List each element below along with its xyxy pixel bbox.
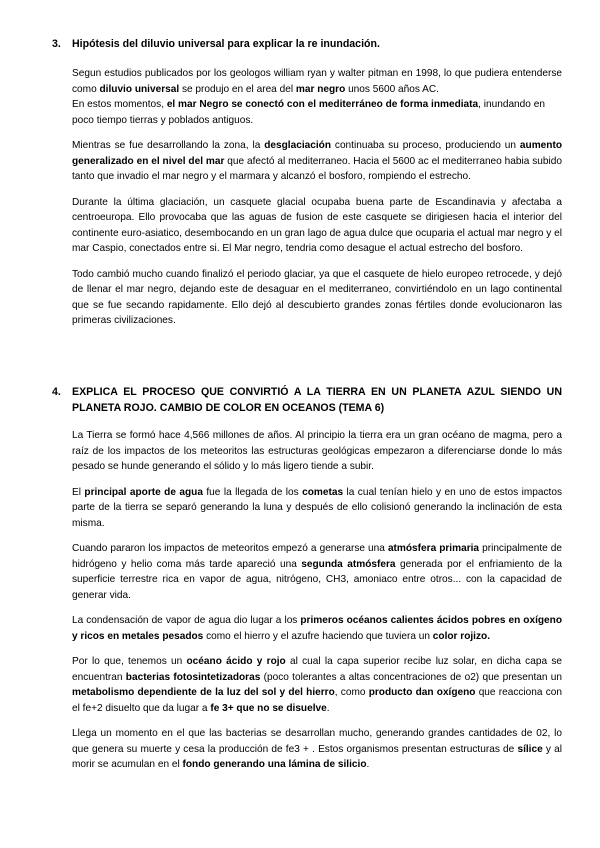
text-run: unos 5600 años AC. bbox=[345, 83, 439, 95]
text-run: Llega un momento en el que las bacterias se desarrollan mucho, generando grandes cantidades de 02, lo que genera su muerte y cesa la producción de fe3 + . Estos organismos presentan estructuras de bbox=[72, 728, 562, 755]
text-run: generada por el enfriamiento de la superficie terrestre rica en vapor de agua, nitrógeno, CH3, amoniaco entre otros... con la capacidad de generar vida. bbox=[72, 558, 562, 601]
text-run: . bbox=[326, 702, 330, 714]
bold-text-run: primeros océanos calientes ácidos pobres en oxígeno y ricos en metales pesados bbox=[72, 615, 563, 642]
text-run: Segun estudios publicados por los geologos william ryan y walter pitman en 1998, lo que pudiera entenderse como bbox=[72, 68, 562, 95]
text-run: La condensación de vapor de agua dio lugar a los bbox=[72, 615, 301, 626]
section-3-paragraph-2 bbox=[52, 97, 562, 128]
section-3-paragraph-4 bbox=[52, 195, 562, 257]
section-4-paragraph-1 bbox=[52, 428, 562, 475]
bold-text-run: desglaciación bbox=[264, 140, 331, 151]
text-run: que afectó al mediterraneo. Hacia el 5600 ac el mediterraneo habia subido tanto que invadio el mar negro y el marmara y alcanzó el bosforo, rompiendo el estrecho. bbox=[72, 155, 562, 182]
text-run: , inundando en poco tiempo tierras y poblados antiguos. bbox=[72, 99, 545, 126]
section-4-paragraph-6 bbox=[52, 726, 562, 773]
bold-text-run: el mar Negro se conectó con el mediterráneo de forma inmediata bbox=[166, 99, 479, 110]
text-run: Todo cambió mucho cuando finalizó el periodo glaciar, ya que el casquete de hielo europeo retrocede, y dejó de llenar el mar negro, dejando este de desaguar en el mediterraneo, convirtiéndolo en un lago continental que se fue secando rapidamente. Ello dejó al descubierto grandes zonas fértiles donde evolucionaron las primeras civilizaciones. bbox=[72, 268, 562, 326]
bold-text-run: segunda atmósfera bbox=[301, 558, 396, 570]
section-3-paragraph-1 bbox=[52, 66, 562, 97]
section-4-paragraph-3 bbox=[52, 541, 562, 603]
section-3-number: 3. bbox=[52, 38, 61, 50]
bold-text-run: metabolismo dependiente de la luz del sol y del hierro bbox=[72, 687, 335, 698]
text-run: continuaba su proceso, produciendo un bbox=[331, 140, 520, 151]
section-4-title: EXPLICA EL PROCESO QUE CONVIRTIÓ A LA TIERRA EN UN PLANETA AZUL SIENDO UN PLANETA ROJO. CAMBIO DE COLOR EN OCEANOS (TEMA 6) bbox=[72, 386, 562, 414]
text-run: El bbox=[72, 486, 85, 498]
text-run: al cual la capa superior recibe luz solar, en dicha capa se encuentran bbox=[72, 656, 562, 683]
text-run: la cual tenían hielo y en uno de estos impactos parte de la tierra se separó generando la luna y después de ello colisionó generando la inclinación de esta misma. bbox=[72, 486, 562, 529]
bold-text-run: bacterias fotosintetizadoras bbox=[125, 671, 261, 683]
text-run: principalmente de hidrógeno y helio coma más tarde apareció una bbox=[72, 543, 562, 570]
text-run: Mientras se fue desarrollando la zona, la bbox=[72, 140, 265, 151]
section-4-heading bbox=[52, 384, 562, 416]
text-run: Por lo que, tenemos un bbox=[72, 656, 187, 667]
bold-text-run: fe 3+ que no se disuelve bbox=[210, 702, 327, 714]
section-3 bbox=[52, 36, 562, 329]
section-4-number: 4. bbox=[52, 386, 61, 398]
bold-text-run: sílice bbox=[517, 743, 543, 755]
bold-text-run: aumento generalizado en el nivel del mar bbox=[72, 140, 562, 167]
section-3-paragraph-3 bbox=[52, 138, 562, 185]
text-run: que reacciona con el fe+2 disuelto que da lugar a bbox=[72, 687, 562, 714]
text-run: La Tierra se formó hace 4,566 millones de años. Al principio la tierra era un gran océano de magma, pero a raíz de los impactos de los meteoritos las estructuras geológicas empezaron a diferenciarse donde lo más pesado se hunde generando el sólido y lo más ligero tiende a subir. bbox=[72, 430, 562, 472]
bold-text-run: cometas bbox=[302, 486, 344, 498]
bold-text-run: principal aporte de agua bbox=[84, 486, 203, 498]
bold-text-run: color rojizo. bbox=[432, 630, 490, 642]
section-3-paragraph-5 bbox=[52, 267, 562, 329]
text-run: y al morir se acumulan en el bbox=[72, 743, 562, 770]
bold-text-run: atmósfera primaria bbox=[387, 543, 480, 554]
section-3-heading bbox=[52, 36, 562, 52]
bold-text-run: diluvio universal bbox=[99, 83, 180, 95]
text-run: fue la llegada de los bbox=[202, 486, 303, 498]
text-run: . bbox=[366, 759, 370, 770]
text-run: Durante la última glaciación, un casquete glacial ocupaba buena parte de Escandinavia y afectaba a centroeuropa. Ello provocaba que las aguas de fusion de este casquete se dirigiesen hacia el interior del continente euro-asiatico, desembocando en un gran lago de agua dulce que ocuparia el actual mar negro y el mar Caspio, conectados entre si. El Mar negro, tendria como desague el actual estrecho del bosforo. bbox=[72, 196, 562, 254]
bold-text-run: fondo generando una lámina de silicio bbox=[182, 759, 367, 770]
section-4-paragraph-4 bbox=[52, 613, 562, 644]
section-4-paragraph-5 bbox=[52, 654, 562, 716]
bold-text-run: océano ácido y rojo bbox=[186, 656, 286, 667]
text-run: , como bbox=[334, 687, 369, 698]
bold-text-run: mar negro bbox=[295, 83, 346, 95]
text-run: como el hierro y el azufre haciendo que tuviera un bbox=[203, 630, 433, 642]
text-run: se produjo en el area del bbox=[179, 83, 296, 95]
text-run: Cuando pararon los impactos de meteoritos empezó a generarse una bbox=[72, 543, 388, 554]
bold-text-run: producto dan oxígeno bbox=[368, 687, 476, 698]
section-3-title: Hipótesis del diluvio universal para explicar la re inundación. bbox=[72, 38, 380, 50]
text-run: (poco tolerantes a altas concentraciones de o2) que presentan un bbox=[260, 671, 562, 683]
section-4 bbox=[52, 384, 562, 773]
section-4-paragraph-2 bbox=[52, 485, 562, 532]
text-run: En estos momentos, bbox=[72, 99, 167, 110]
